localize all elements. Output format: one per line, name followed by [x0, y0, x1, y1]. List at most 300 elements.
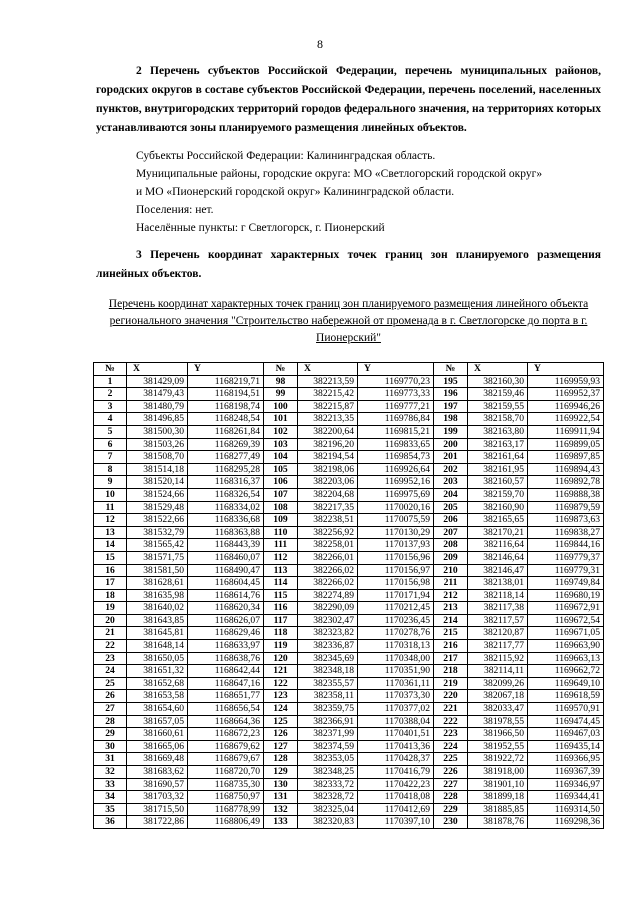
- coord-x: 382161,95: [468, 463, 528, 476]
- coord-y: 1169672,54: [528, 614, 604, 627]
- districts-line: Муниципальные районы, городские округа: МО «Светлогорский городской округ»: [136, 168, 543, 180]
- coord-x: 381571,75: [127, 551, 188, 564]
- coord-y: 1170236,45: [358, 614, 434, 627]
- point-num: 202: [434, 463, 468, 476]
- coord-y: 1169854,73: [358, 451, 434, 464]
- coord-y: 1170416,79: [358, 766, 434, 779]
- coord-x: 382213,59: [298, 375, 358, 388]
- coord-x: 381520,14: [127, 476, 188, 489]
- point-num: 133: [264, 816, 298, 829]
- coord-x: 382290,09: [298, 602, 358, 615]
- point-num: 13: [94, 526, 127, 539]
- point-num: 3: [94, 400, 127, 413]
- point-num: 212: [434, 589, 468, 602]
- table-row: [94, 564, 604, 577]
- coord-y: 1168277,49: [188, 451, 264, 464]
- coord-x: 382117,57: [468, 614, 528, 627]
- coord-y: 1169680,19: [528, 589, 604, 602]
- coord-y: 1169922,54: [528, 413, 604, 426]
- coord-x: 382161,64: [468, 451, 528, 464]
- coord-x: 382320,83: [298, 816, 358, 829]
- point-num: 118: [264, 627, 298, 640]
- coord-x: 382159,46: [468, 388, 528, 401]
- point-num: 33: [94, 778, 127, 791]
- coord-y: 1168629,46: [188, 627, 264, 640]
- coord-y: 1169959,93: [528, 375, 604, 388]
- coord-y: 1170278,76: [358, 627, 434, 640]
- point-num: 22: [94, 640, 127, 653]
- coord-x: 382163,17: [468, 438, 528, 451]
- coord-y: 1168720,70: [188, 766, 264, 779]
- coordinates-table: [93, 362, 604, 829]
- coord-x: 381496,85: [127, 413, 188, 426]
- header-x-2: X: [298, 363, 358, 376]
- point-num: 195: [434, 375, 468, 388]
- table-row: [94, 539, 604, 552]
- point-num: 132: [264, 803, 298, 816]
- point-num: 126: [264, 728, 298, 741]
- point-num: 98: [264, 375, 298, 388]
- coord-x: 382371,99: [298, 728, 358, 741]
- point-num: 23: [94, 652, 127, 665]
- point-num: 205: [434, 501, 468, 514]
- point-num: 203: [434, 476, 468, 489]
- coord-y: 1169662,72: [528, 665, 604, 678]
- point-num: 207: [434, 526, 468, 539]
- coord-y: 1170428,37: [358, 753, 434, 766]
- point-num: 24: [94, 665, 127, 678]
- coord-y: 1168269,39: [188, 438, 264, 451]
- coord-y: 1170377,02: [358, 703, 434, 716]
- coord-x: 382302,47: [298, 614, 358, 627]
- coord-x: 382266,01: [298, 551, 358, 564]
- point-num: 129: [264, 766, 298, 779]
- coord-y: 1170412,69: [358, 803, 434, 816]
- coord-y: 1170418,08: [358, 791, 434, 804]
- coord-y: 1169779,37: [528, 551, 604, 564]
- coord-x: 381522,66: [127, 514, 188, 527]
- point-num: 196: [434, 388, 468, 401]
- point-num: 12: [94, 514, 127, 527]
- coord-y: 1169815,21: [358, 425, 434, 438]
- point-num: 206: [434, 514, 468, 527]
- point-num: 100: [264, 400, 298, 413]
- point-num: 215: [434, 627, 468, 640]
- coord-x: 382215,42: [298, 388, 358, 401]
- coord-y: 1170130,29: [358, 526, 434, 539]
- point-num: 116: [264, 602, 298, 615]
- coord-x: 381715,50: [127, 803, 188, 816]
- coord-x: 381978,55: [468, 715, 528, 728]
- coord-y: 1168806,49: [188, 816, 264, 829]
- coord-y: 1169897,85: [528, 451, 604, 464]
- coord-y: 1169833,65: [358, 438, 434, 451]
- point-num: 121: [264, 665, 298, 678]
- section-2-heading: 2 Перечень субъектов Российской Федерации, перечень муниципальных районов, городских округов в составе субъектов Российской Федерации, перечень поселений, населенных пунктов, внутригородских территорий городов федерального значения, на территориях которых устанавливаются зоны планируемого размещения линейных объектов.: [96, 65, 601, 134]
- header-y-3: Y: [528, 363, 604, 376]
- point-num: 106: [264, 476, 298, 489]
- coord-x: 382345,69: [298, 652, 358, 665]
- table-row: [94, 791, 604, 804]
- coord-y: 1169344,41: [528, 791, 604, 804]
- point-num: 114: [264, 577, 298, 590]
- point-num: 111: [264, 539, 298, 552]
- coord-y: 1169773,33: [358, 388, 434, 401]
- point-num: 35: [94, 803, 127, 816]
- point-num: 10: [94, 488, 127, 501]
- coord-y: 1169894,43: [528, 463, 604, 476]
- coord-y: 1169892,78: [528, 476, 604, 489]
- coord-x: 382163,80: [468, 425, 528, 438]
- point-num: 198: [434, 413, 468, 426]
- coord-x: 381652,68: [127, 677, 188, 690]
- coord-y: 1168679,62: [188, 740, 264, 753]
- coord-y: 1168336,68: [188, 514, 264, 527]
- coord-x: 382215,87: [298, 400, 358, 413]
- coord-x: 382033,47: [468, 703, 528, 716]
- point-num: 9: [94, 476, 127, 489]
- point-num: 127: [264, 740, 298, 753]
- point-num: 219: [434, 677, 468, 690]
- point-num: 19: [94, 602, 127, 615]
- coord-y: 1168194,51: [188, 388, 264, 401]
- coord-x: 382258,01: [298, 539, 358, 552]
- point-num: 122: [264, 677, 298, 690]
- coord-y: 1169467,03: [528, 728, 604, 741]
- coord-y: 1170348,00: [358, 652, 434, 665]
- coord-y: 1168679,67: [188, 753, 264, 766]
- point-num: 6: [94, 438, 127, 451]
- coord-x: 382114,11: [468, 665, 528, 678]
- point-num: 128: [264, 753, 298, 766]
- point-num: 103: [264, 438, 298, 451]
- coord-y: 1169975,69: [358, 488, 434, 501]
- page-number: 8: [317, 37, 323, 51]
- coord-y: 1170075,59: [358, 514, 434, 527]
- coord-x: 381660,61: [127, 728, 188, 741]
- coord-x: 381650,05: [127, 652, 188, 665]
- point-num: 227: [434, 778, 468, 791]
- coord-y: 1169298,36: [528, 816, 604, 829]
- coord-y: 1168261,84: [188, 425, 264, 438]
- point-num: 109: [264, 514, 298, 527]
- point-num: 217: [434, 652, 468, 665]
- coord-x: 381918,00: [468, 766, 528, 779]
- coord-y: 1169474,45: [528, 715, 604, 728]
- point-num: 29: [94, 728, 127, 741]
- coord-y: 1169946,26: [528, 400, 604, 413]
- coord-y: 1168620,34: [188, 602, 264, 615]
- coord-y: 1170318,13: [358, 640, 434, 653]
- coord-y: 1169618,59: [528, 690, 604, 703]
- point-num: 14: [94, 539, 127, 552]
- coord-y: 1169777,21: [358, 400, 434, 413]
- point-num: 31: [94, 753, 127, 766]
- coord-y: 1169952,37: [528, 388, 604, 401]
- coord-x: 381480,79: [127, 400, 188, 413]
- table-row: [94, 677, 604, 690]
- table-row: [94, 400, 604, 413]
- point-num: 199: [434, 425, 468, 438]
- table-row: [94, 728, 604, 741]
- point-num: 213: [434, 602, 468, 615]
- table-row: [94, 766, 604, 779]
- settlements-line: Поселения: нет.: [136, 204, 214, 216]
- coord-x: 381514,18: [127, 463, 188, 476]
- coord-x: 381722,86: [127, 816, 188, 829]
- coord-x: 382117,77: [468, 640, 528, 653]
- table-row: [94, 640, 604, 653]
- point-num: 204: [434, 488, 468, 501]
- coord-y: 1168219,71: [188, 375, 264, 388]
- header-num-1: №: [94, 363, 127, 376]
- point-num: 104: [264, 451, 298, 464]
- coord-y: 1168614,76: [188, 589, 264, 602]
- coord-y: 1168750,97: [188, 791, 264, 804]
- coord-x: 382159,70: [468, 488, 528, 501]
- point-num: 108: [264, 501, 298, 514]
- coord-y: 1169873,63: [528, 514, 604, 527]
- coord-x: 381669,48: [127, 753, 188, 766]
- table-row: [94, 690, 604, 703]
- coord-x: 381429,09: [127, 375, 188, 388]
- point-num: 8: [94, 463, 127, 476]
- header-num-2: №: [264, 363, 298, 376]
- coord-y: 1169770,23: [358, 375, 434, 388]
- table-row: [94, 703, 604, 716]
- point-num: 21: [94, 627, 127, 640]
- coord-x: 382358,11: [298, 690, 358, 703]
- coord-x: 382138,01: [468, 577, 528, 590]
- table-row: [94, 577, 604, 590]
- coord-x: 382355,57: [298, 677, 358, 690]
- point-num: 28: [94, 715, 127, 728]
- coord-y: 1169663,13: [528, 652, 604, 665]
- coord-x: 382198,06: [298, 463, 358, 476]
- subjects-line: Субъекты Российской Федерации: Калининградская область.: [136, 150, 436, 162]
- coord-y: 1168633,97: [188, 640, 264, 653]
- table-row: [94, 627, 604, 640]
- coord-x: 381645,81: [127, 627, 188, 640]
- coord-y: 1168672,23: [188, 728, 264, 741]
- coord-y: 1168198,74: [188, 400, 264, 413]
- coord-y: 1169749,84: [528, 577, 604, 590]
- coord-y: 1169879,59: [528, 501, 604, 514]
- coord-x: 382146,64: [468, 551, 528, 564]
- coord-y: 1168638,76: [188, 652, 264, 665]
- table-row: [94, 816, 604, 829]
- coord-x: 382067,18: [468, 690, 528, 703]
- coord-x: 382160,90: [468, 501, 528, 514]
- point-num: 4: [94, 413, 127, 426]
- coord-x: 381640,02: [127, 602, 188, 615]
- coord-x: 381503,26: [127, 438, 188, 451]
- coord-y: 1169926,64: [358, 463, 434, 476]
- point-num: 200: [434, 438, 468, 451]
- table-row: [94, 740, 604, 753]
- coord-y: 1169844,16: [528, 539, 604, 552]
- coord-x: 381899,18: [468, 791, 528, 804]
- section-3-heading: 3 Перечень координат характерных точек границ зон планируемого размещения линейных объектов.: [96, 249, 601, 280]
- coord-x: 382099,26: [468, 677, 528, 690]
- coord-x: 381878,76: [468, 816, 528, 829]
- point-num: 131: [264, 791, 298, 804]
- coord-x: 382336,87: [298, 640, 358, 653]
- coord-x: 382200,64: [298, 425, 358, 438]
- point-num: 20: [94, 614, 127, 627]
- point-num: 112: [264, 551, 298, 564]
- coord-x: 382359,75: [298, 703, 358, 716]
- coord-x: 381479,43: [127, 388, 188, 401]
- coord-x: 381648,14: [127, 640, 188, 653]
- coord-y: 1168647,16: [188, 677, 264, 690]
- coord-x: 382160,30: [468, 375, 528, 388]
- point-num: 5: [94, 425, 127, 438]
- table-row: [94, 526, 604, 539]
- table-row: [94, 375, 604, 388]
- coord-y: 1169649,10: [528, 677, 604, 690]
- point-num: 216: [434, 640, 468, 653]
- point-num: 201: [434, 451, 468, 464]
- point-num: 2: [94, 388, 127, 401]
- coord-y: 1168642,44: [188, 665, 264, 678]
- table-row: [94, 488, 604, 501]
- point-num: 107: [264, 488, 298, 501]
- point-num: 16: [94, 564, 127, 577]
- coord-x: 381654,60: [127, 703, 188, 716]
- coord-y: 1169911,94: [528, 425, 604, 438]
- coord-x: 382194,54: [298, 451, 358, 464]
- coord-x: 381665,06: [127, 740, 188, 753]
- point-num: 225: [434, 753, 468, 766]
- coord-x: 381966,50: [468, 728, 528, 741]
- coord-x: 382323,82: [298, 627, 358, 640]
- coord-x: 382348,18: [298, 665, 358, 678]
- coord-x: 382213,35: [298, 413, 358, 426]
- table-row: [94, 715, 604, 728]
- header-x-1: X: [127, 363, 188, 376]
- table-caption: Перечень координат характерных точек границ зон планируемого размещения линейного объекта регионального значения "Строительство набережной от променада в г. Светлогорске до порта в г. Пионерский": [108, 298, 589, 344]
- table-row: [94, 652, 604, 665]
- coord-y: 1169888,38: [528, 488, 604, 501]
- localities-line: Населённые пункты: г Светлогорск, г. Пионерский: [136, 222, 385, 234]
- point-num: 99: [264, 388, 298, 401]
- point-num: 123: [264, 690, 298, 703]
- table-body: [94, 375, 604, 828]
- header-y-1: Y: [188, 363, 264, 376]
- point-num: 197: [434, 400, 468, 413]
- coord-y: 1168490,47: [188, 564, 264, 577]
- coord-x: 382158,70: [468, 413, 528, 426]
- coord-x: 382333,72: [298, 778, 358, 791]
- coord-y: 1168778,99: [188, 803, 264, 816]
- coord-x: 382204,68: [298, 488, 358, 501]
- point-num: 7: [94, 451, 127, 464]
- header-num-3: №: [434, 363, 468, 376]
- coord-y: 1169314,50: [528, 803, 604, 816]
- coord-y: 1170020,16: [358, 501, 434, 514]
- table-row: [94, 438, 604, 451]
- table-row: [94, 425, 604, 438]
- coord-y: 1170156,96: [358, 551, 434, 564]
- coord-y: 1170361,11: [358, 677, 434, 690]
- point-num: 119: [264, 640, 298, 653]
- table-row: [94, 388, 604, 401]
- point-num: 30: [94, 740, 127, 753]
- header-y-2: Y: [358, 363, 434, 376]
- coord-x: 382274,89: [298, 589, 358, 602]
- coord-y: 1170156,98: [358, 577, 434, 590]
- point-num: 226: [434, 766, 468, 779]
- coord-y: 1170388,04: [358, 715, 434, 728]
- coord-x: 382117,38: [468, 602, 528, 615]
- coord-x: 382203,06: [298, 476, 358, 489]
- coord-x: 382115,92: [468, 652, 528, 665]
- coord-x: 381703,32: [127, 791, 188, 804]
- coord-x: 382160,57: [468, 476, 528, 489]
- coord-x: 381500,30: [127, 425, 188, 438]
- point-num: 208: [434, 539, 468, 552]
- coord-y: 1168604,45: [188, 577, 264, 590]
- table-row: [94, 476, 604, 489]
- coord-y: 1169570,91: [528, 703, 604, 716]
- coord-y: 1170373,30: [358, 690, 434, 703]
- coord-y: 1170397,10: [358, 816, 434, 829]
- point-num: 26: [94, 690, 127, 703]
- coord-x: 382217,35: [298, 501, 358, 514]
- coord-x: 381952,55: [468, 740, 528, 753]
- point-num: 218: [434, 665, 468, 678]
- point-num: 211: [434, 577, 468, 590]
- point-num: 32: [94, 766, 127, 779]
- point-num: 209: [434, 551, 468, 564]
- table-row: [94, 589, 604, 602]
- coord-x: 382196,20: [298, 438, 358, 451]
- point-num: 223: [434, 728, 468, 741]
- table-row: [94, 614, 604, 627]
- point-num: 36: [94, 816, 127, 829]
- point-num: 18: [94, 589, 127, 602]
- point-num: 17: [94, 577, 127, 590]
- coord-y: 1170422,23: [358, 778, 434, 791]
- coord-y: 1170171,94: [358, 589, 434, 602]
- point-num: 220: [434, 690, 468, 703]
- coord-y: 1169671,05: [528, 627, 604, 640]
- coord-y: 1170413,36: [358, 740, 434, 753]
- coord-x: 382159,55: [468, 400, 528, 413]
- table-row: [94, 514, 604, 527]
- coord-x: 382325,04: [298, 803, 358, 816]
- coord-x: 382118,14: [468, 589, 528, 602]
- coord-y: 1168735,30: [188, 778, 264, 791]
- coord-y: 1169663,90: [528, 640, 604, 653]
- point-num: 101: [264, 413, 298, 426]
- point-num: 124: [264, 703, 298, 716]
- table-row: [94, 551, 604, 564]
- coord-y: 1170212,45: [358, 602, 434, 615]
- table-row: [94, 753, 604, 766]
- coord-y: 1168443,39: [188, 539, 264, 552]
- coord-x: 382238,51: [298, 514, 358, 527]
- coord-x: 381565,42: [127, 539, 188, 552]
- point-num: 34: [94, 791, 127, 804]
- point-num: 115: [264, 589, 298, 602]
- coord-x: 381508,70: [127, 451, 188, 464]
- coord-y: 1168460,07: [188, 551, 264, 564]
- point-num: 221: [434, 703, 468, 716]
- coord-x: 382353,05: [298, 753, 358, 766]
- coord-x: 381635,98: [127, 589, 188, 602]
